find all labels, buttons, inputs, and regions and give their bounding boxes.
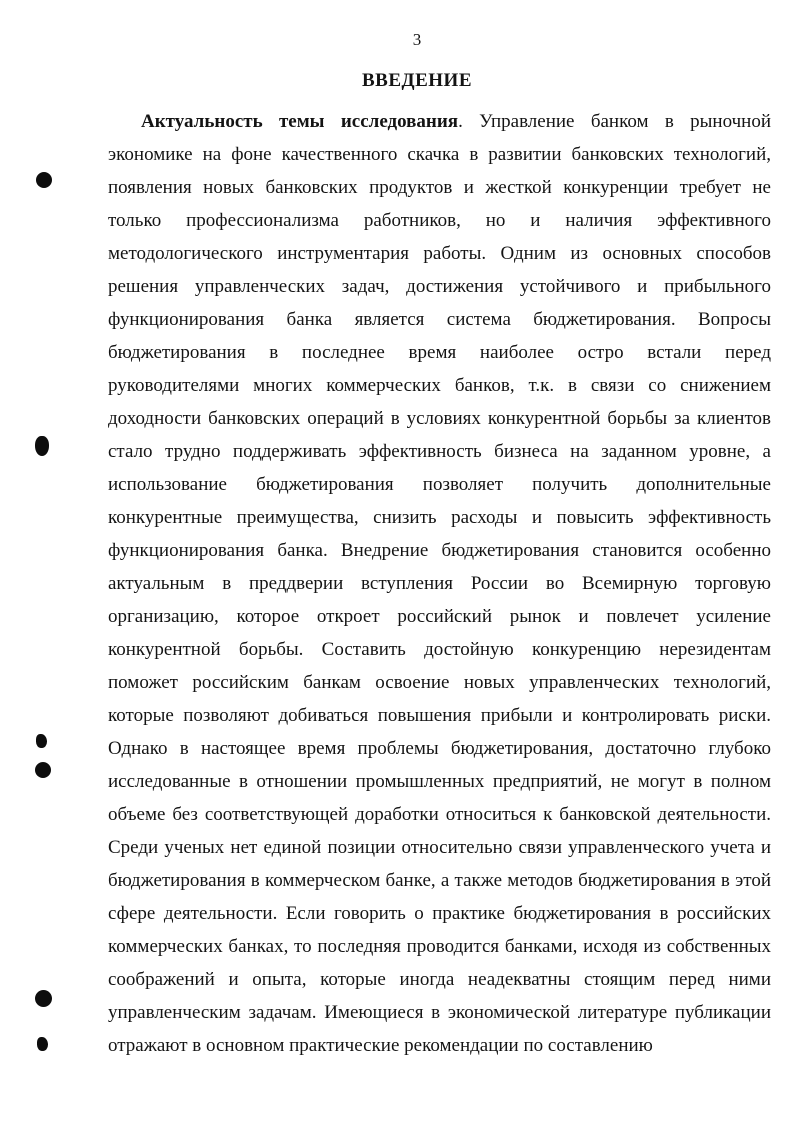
binder-hole-mark [35, 762, 51, 778]
binder-hole-mark [35, 436, 49, 456]
binder-hole-mark [36, 172, 52, 188]
paragraph-lead: Актуальность темы исследования [141, 111, 459, 132]
body-paragraph [108, 105, 771, 1062]
ink-blot-mark [37, 1037, 48, 1051]
paragraph-text: . Управление банком в рыночной экономике на фоне качественного скачка в развитии банковских технологий, появления новых банковских продуктов и жесткой конкуренции требует не только профессионализма работников, но и наличия эффективного методологического инструментария работы. Одним из основных способов решения управленческих задач, достижения устойчивого и прибыльного функционирования банка является система бюджетирования. Вопросы бюджетирования в последнее время наиболее остро встали перед руководителями многих коммерческих банков, т.к. в связи со снижением доходности банковских операций в условиях конкурентной борьбы за клиентов стало трудно поддерживать эффективность бизнеса на заданном уровне, а использование бюджетирования позволяет получить дополнительные конкурентные преимущества, снизить расходы и повысить эффективность функционирования банка. Внедрение бюджетирования становится особенно актуальным в преддверии вступления России во Всемирную торговую организацию, которое откроет российский рынок и повлечет усиление конкурентной борьбы. Составить достойную конкуренцию нерезидентам поможет российским банкам освоение новых управленческих технологий, которые позволяют добиваться повышения прибыли и контролировать риски. Однако в настоящее время проблемы бюджетирования, достаточно глубоко исследованные в отношении промышленных предприятий, не могут в полном объеме без соответствующей доработки относиться к банковской деятельности. Среди ученых нет единой позиции относительно связи управленческого учета и бюджетирования в коммерческом банке, а также методов бюджетирования в этой сфере деятельности. Если говорить о практике бюджетирования в российских коммерческих банках, то последняя проводится банками, исходя из собственных соображений и опыта, которые иногда неадекватны стоящим перед ними управленческим задачам. Имеющиеся в экономической литературе публикации отражают в основном практические рекомендации по составлению [108, 111, 771, 1056]
page-number: 3 [412, 30, 422, 49]
section-heading: ВВЕДЕНИЕ [362, 70, 472, 91]
ink-blot-mark [36, 734, 47, 748]
binder-hole-mark [35, 990, 52, 1007]
